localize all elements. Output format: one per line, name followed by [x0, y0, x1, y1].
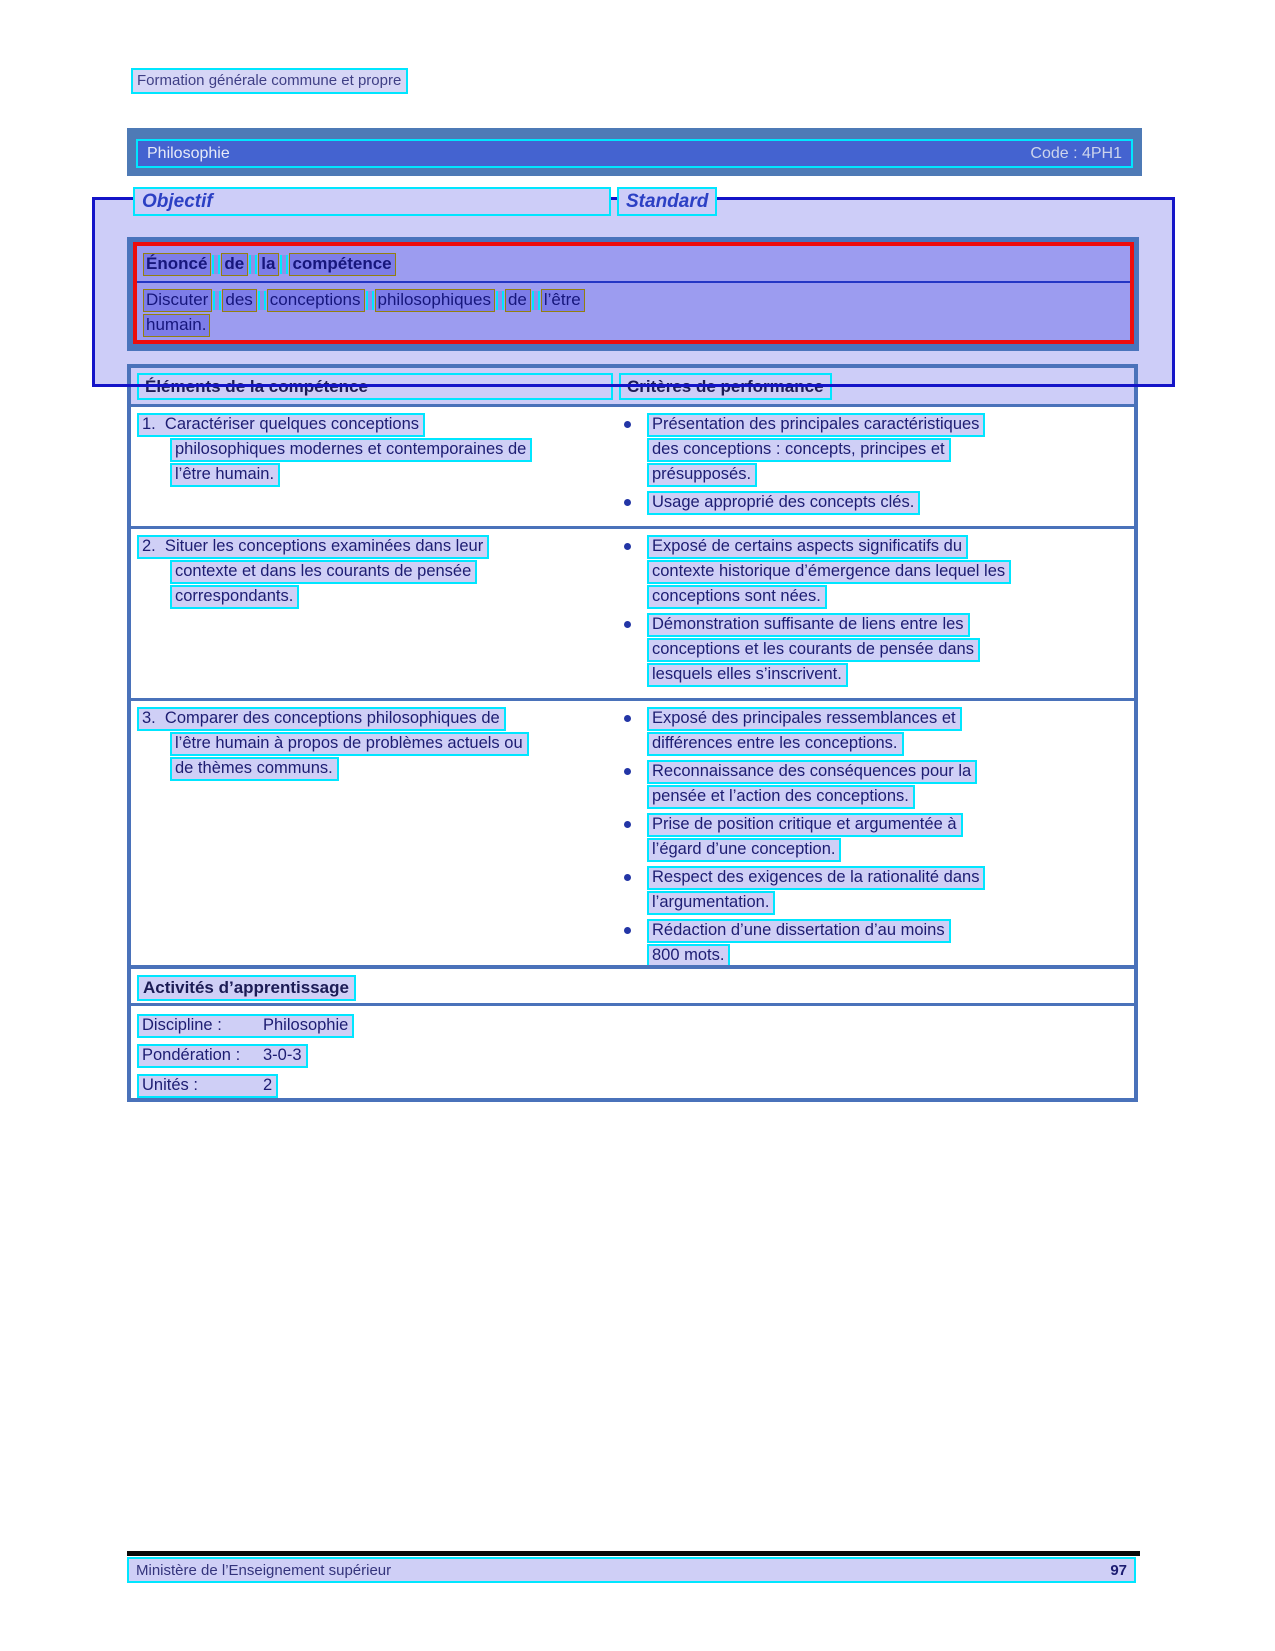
discipline-value-box	[137, 1014, 354, 1038]
criterion-line-box: Usage approprié des concepts clés.	[647, 491, 920, 515]
element-number: 1.	[142, 415, 156, 433]
bullet-icon	[624, 821, 631, 828]
word-box: conceptions	[267, 289, 365, 312]
enonce-red-frame	[133, 242, 1134, 344]
discipline-label: Discipline :	[142, 1016, 222, 1034]
criterion-item	[617, 919, 1134, 969]
element-line	[137, 732, 617, 757]
element-line	[137, 585, 617, 610]
standard-heading: Standard	[617, 187, 717, 216]
word-box: de	[221, 253, 248, 276]
element-line-box: correspondants.	[170, 585, 299, 609]
criterion-line	[617, 707, 1134, 732]
element-line-box: de thèmes communs.	[170, 757, 339, 781]
criterion-line	[617, 638, 1134, 663]
table-row	[131, 698, 1134, 1007]
criterion-line-box: Exposé de certains aspects significatifs du	[647, 535, 968, 559]
criterion-item	[617, 491, 1134, 516]
word-box: des	[222, 289, 256, 312]
criterion-line	[617, 732, 1134, 757]
element-line-box: 2. Situer les conceptions examinées dans leur	[137, 535, 489, 559]
criterion-line	[617, 613, 1134, 638]
activites-row-discipline	[137, 1014, 1134, 1039]
bullet-icon	[624, 927, 631, 934]
word-box: Énoncé	[143, 253, 211, 276]
element-line-box: 3. Comparer des conceptions philosophiques de	[137, 707, 506, 731]
criterion-line	[617, 438, 1134, 463]
criterion-line-box: Prise de position critique et argumentée à	[647, 813, 963, 837]
criterion-line	[617, 491, 1134, 516]
word-box: philosophiques	[375, 289, 495, 312]
criterion-line-box: lesquels elles s’inscrivent.	[647, 663, 848, 687]
discipline-value: Philosophie	[263, 1016, 349, 1034]
table-row	[131, 526, 1134, 698]
bullet-icon	[624, 715, 631, 722]
activites-row-unites	[137, 1074, 1134, 1099]
criterion-item	[617, 813, 1134, 863]
criterion-line	[617, 760, 1134, 785]
criterion-line	[617, 813, 1134, 838]
objectif-standard-heading-row	[133, 187, 1133, 216]
word-gap-marker	[532, 291, 540, 310]
criterion-line-box: conceptions et les courants de pensée dans	[647, 638, 980, 662]
criteria-cell	[617, 707, 1134, 1000]
element-cell	[131, 707, 617, 1000]
criterion-line-box: l’argumentation.	[647, 891, 775, 915]
criterion-line-box: l’égard d’une conception.	[647, 838, 841, 862]
element-line	[137, 560, 617, 585]
bullet-icon	[624, 543, 631, 550]
activites-apprentissage-box	[127, 965, 1138, 1102]
criterion-line	[617, 919, 1134, 944]
word-box: compétence	[289, 253, 395, 276]
element-line	[137, 438, 617, 463]
criterion-line	[617, 785, 1134, 810]
activites-title: Activités d’apprentissage	[137, 975, 356, 1001]
element-number: 2.	[142, 537, 156, 555]
criterion-line-box: différences entre les conceptions.	[647, 732, 904, 756]
bullet-icon	[624, 621, 631, 628]
criterion-item	[617, 760, 1134, 810]
activites-row-ponderation	[137, 1044, 1134, 1069]
criterion-line	[617, 413, 1134, 438]
criterion-line	[617, 463, 1134, 488]
competence-rows	[131, 407, 1134, 1007]
criterion-item	[617, 413, 1134, 488]
unites-value: 2	[263, 1076, 273, 1094]
activites-header	[131, 969, 1134, 1006]
bullet-icon	[624, 874, 631, 881]
word-gap-marker	[496, 291, 504, 310]
word-gap-marker	[366, 291, 374, 310]
criterion-line-box: Exposé des principales ressemblances et	[647, 707, 962, 731]
criterion-line-box: pensée et l’action des conceptions.	[647, 785, 915, 809]
ponderation-value: 3-0-3	[263, 1046, 302, 1064]
word-box: Discuter	[143, 289, 212, 312]
bullet-icon	[624, 421, 631, 428]
competence-table-header	[131, 368, 1134, 407]
enonce-body-line	[143, 314, 1130, 337]
word-gap-marker	[213, 291, 221, 310]
course-title: Philosophie	[147, 144, 230, 162]
document-category-label: Formation générale commune et propre	[131, 68, 408, 94]
enonce-body-line	[143, 289, 1130, 312]
enonce-competence-box	[127, 237, 1139, 351]
criterion-line	[617, 663, 1134, 688]
element-line	[137, 463, 617, 488]
word-gap-marker	[258, 291, 266, 310]
criterion-line	[617, 585, 1134, 610]
footer-page-number: 97	[1110, 1561, 1127, 1579]
criterion-line	[617, 560, 1134, 585]
criterion-line-box: conceptions sont nées.	[647, 585, 827, 609]
course-header-bar	[127, 128, 1142, 176]
bullet-icon	[624, 499, 631, 506]
footer-bar	[127, 1557, 1136, 1583]
element-number: 3.	[142, 709, 156, 727]
element-line-box: contexte et dans les courants de pensée	[170, 560, 477, 584]
criteria-cell	[617, 535, 1134, 691]
criterion-line-box: Rédaction d’une dissertation d’au moins	[647, 919, 951, 943]
table-row	[131, 407, 1134, 526]
enonce-body	[137, 283, 1130, 337]
element-line-box: l’être humain.	[170, 463, 280, 487]
criterion-line	[617, 535, 1134, 560]
bullet-icon	[624, 768, 631, 775]
element-line	[137, 707, 617, 732]
criterion-line-box: Respect des exigences de la rationalité dans	[647, 866, 985, 890]
criterion-item	[617, 707, 1134, 757]
course-code: Code : 4PH1	[1030, 144, 1122, 162]
word-gap-marker	[280, 255, 288, 274]
criterion-line-box: contexte historique d’émergence dans lequel les	[647, 560, 1011, 584]
word-box: l’être	[541, 289, 585, 312]
criterion-line-box: des conceptions : concepts, principes et	[647, 438, 951, 462]
footer-ministry-text: Ministère de l’Enseignement supérieur	[136, 1561, 392, 1579]
word-box: humain.	[143, 314, 210, 337]
word-box: la	[258, 253, 279, 276]
ponderation-label: Pondération :	[142, 1046, 241, 1064]
criterion-item	[617, 866, 1134, 916]
criterion-line-box: Démonstration suffisante de liens entre les	[647, 613, 970, 637]
enonce-title	[137, 246, 1130, 283]
competence-table	[127, 364, 1138, 1011]
element-line	[137, 757, 617, 782]
word-gap-marker	[249, 255, 257, 274]
criterion-line-box: Reconnaissance des conséquences pour la	[647, 760, 977, 784]
element-cell	[131, 535, 617, 691]
criterion-line	[617, 838, 1134, 863]
criterion-line-box: présupposés.	[647, 463, 757, 487]
element-line	[137, 535, 617, 560]
criterion-item	[617, 613, 1134, 688]
course-header-highlight	[136, 139, 1133, 168]
criterion-line	[617, 866, 1134, 891]
word-gap-marker	[212, 255, 220, 274]
element-line-box: philosophiques modernes et contemporaines de	[170, 438, 532, 462]
activites-body	[131, 1006, 1134, 1099]
criterion-line-box: 800 mots.	[647, 944, 730, 968]
ponderation-value-box	[137, 1044, 308, 1068]
element-line-box: 1. Caractériser quelques conceptions	[137, 413, 425, 437]
criterion-line	[617, 891, 1134, 916]
footer-divider-line	[127, 1551, 1140, 1556]
criterion-line-box: Présentation des principales caractéristiques	[647, 413, 985, 437]
unites-value-box	[137, 1074, 278, 1098]
word-box: de	[505, 289, 531, 312]
element-line	[137, 413, 617, 438]
element-cell	[131, 413, 617, 519]
criterion-item	[617, 535, 1134, 610]
element-line-box: l’être humain à propos de problèmes actuels ou	[170, 732, 529, 756]
unites-label: Unités :	[142, 1076, 198, 1094]
objectif-heading: Objectif	[133, 187, 611, 216]
criteria-cell	[617, 413, 1134, 519]
overlay-bottom-border	[92, 384, 1175, 387]
